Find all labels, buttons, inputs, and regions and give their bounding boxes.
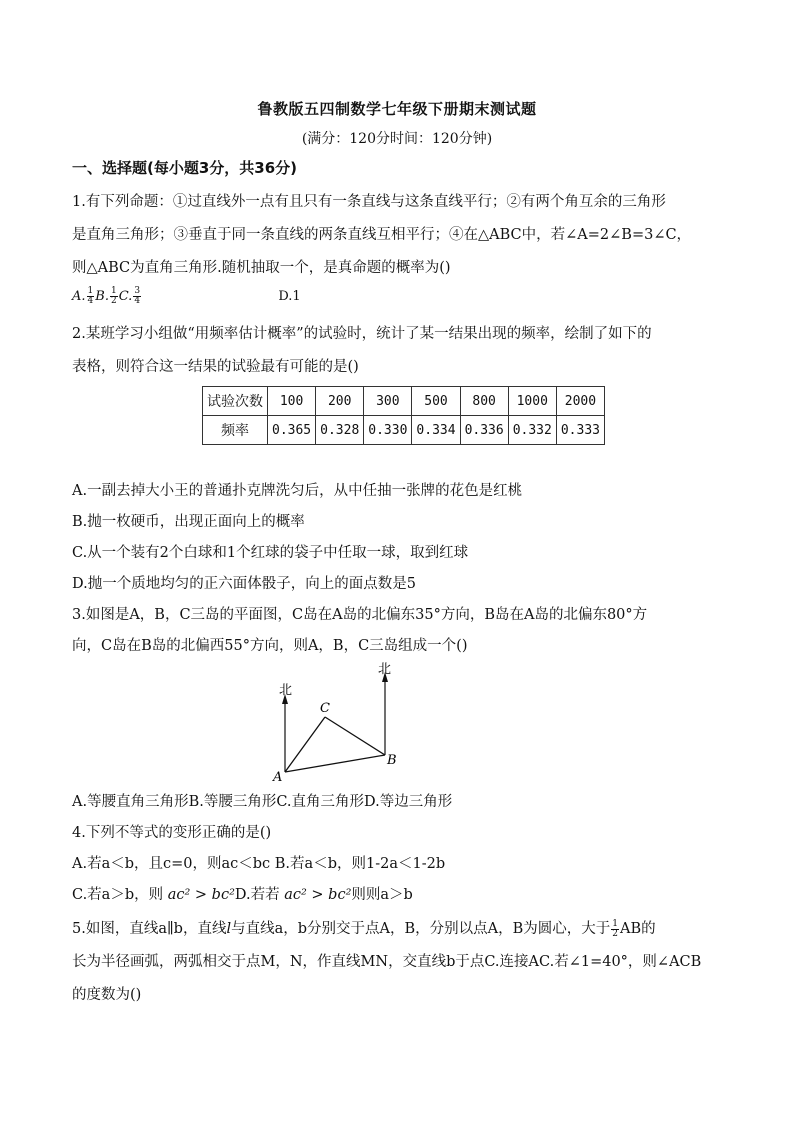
q5-line-3: 的度数为() [72, 987, 142, 1003]
q1-option-a-fraction: $\frac{1}{4}$ [87, 286, 94, 306]
island-diagram [265, 660, 415, 785]
q5-text-part-1: 5.如图，直线a∥b，直线 [72, 921, 227, 937]
point-label-c: C [320, 701, 330, 716]
table-cell: 0.333 [556, 416, 604, 445]
table-cell: 200 [316, 387, 364, 416]
point-label-b: B [387, 753, 397, 768]
q1-option-c-fraction: $\frac{3}{4}$ [134, 286, 141, 306]
q1-option-a-label: A. [72, 289, 86, 304]
table-header-frequency: 频率 [203, 416, 268, 445]
q5-text-part-2: 与直线a，b分别交于点A，B，分别以点A，B为圆心，大于 [231, 921, 611, 937]
table-cell: 0.336 [460, 416, 508, 445]
q3-line-1: 3.如图是A，B，C三岛的平面图，C岛在A岛的北偏东35°方向，B岛在A岛的北偏东80°方 [72, 607, 648, 623]
q4-option-d-suffix: 则则a＞b [351, 887, 413, 903]
q2-option-a: A.一副去掉大小王的普通扑克牌洗匀后，从中任抽一张牌的花色是红桃 [72, 483, 523, 499]
q1-option-d: D.1 [278, 289, 301, 304]
page-subtitle: (满分：120分时间：120分钟) [301, 131, 493, 147]
q4-stem: 4.下列不等式的变形正确的是() [72, 825, 272, 841]
table-cell: 0.328 [316, 416, 364, 445]
q3-options: A.等腰直角三角形B.等腰三角形C.直角三角形D.等边三角形 [72, 794, 453, 810]
q4-option-d-prefix: D.若若 [234, 887, 280, 903]
table-cell: 0.332 [508, 416, 556, 445]
q5-line-1 [72, 917, 656, 939]
q5-line-2: 长为半径画弧，两弧相交于点M，N，作直线MN，交直线b于点C.连接AC.若∠1=40°，则∠ACB [72, 954, 702, 970]
q2-option-b: B.抛一枚硬币，出现正面向上的概率 [72, 514, 305, 530]
table-cell: 2000 [556, 387, 604, 416]
frequency-table [202, 386, 605, 445]
q1-line-2: 是直角三角形；③垂直于同一条直线的两条直线互相平行；④在△ABC中，若∠A=2∠B=3∠C， [72, 227, 692, 243]
segment-ab [285, 755, 385, 772]
q5-fraction-half: $\frac{1}{2}$ [612, 918, 619, 939]
table-cell: 300 [364, 387, 412, 416]
q1-line-3: 则△ABC为直角三角形.随机抽取一个，是真命题的概率为() [72, 260, 451, 276]
q5-line-l: l [226, 921, 232, 937]
q1-option-c-label: C. [118, 289, 133, 304]
q2-option-d: D.抛一个质地均匀的正六面体骰子，向上的面点数是5 [72, 576, 416, 592]
table-header-trials: 试验次数 [203, 387, 268, 416]
section-heading: 一、选择题(每小题3分，共36分) [72, 159, 298, 177]
table-cell: 0.334 [412, 416, 460, 445]
table-row-trials [203, 387, 605, 416]
segment-ac [285, 717, 325, 772]
table-cell: 1000 [508, 387, 556, 416]
q4-option-c-expr: ac² > bc² [167, 887, 235, 903]
q1-options [72, 287, 301, 306]
q1-option-b-fraction: $\frac{1}{2}$ [110, 286, 117, 306]
q2-line-1: 2.某班学习小组做“用频率估计概率”的试验时，统计了某一结果出现的频率，绘制了如下的 [72, 326, 652, 342]
point-label-a: A [273, 770, 283, 785]
q4-option-d-expr: ac² > bc² [284, 887, 352, 903]
table-cell: 0.365 [268, 416, 316, 445]
q4-option-c-prefix: C.若a＞b，则 [72, 887, 164, 903]
north-label-right: 北 [378, 662, 392, 677]
segment-cb [325, 717, 385, 755]
q2-option-c: C.从一个装有2个白球和1个红球的袋子中任取一球，取到红球 [72, 545, 469, 561]
table-cell: 800 [460, 387, 508, 416]
q5-text-part-3: AB的 [620, 921, 656, 937]
page-title: 鲁教版五四制数学七年级下册期末测试题 [257, 100, 537, 118]
table-cell: 100 [268, 387, 316, 416]
table-cell: 500 [412, 387, 460, 416]
q4-options-ab: A.若a＜b，且c=0，则ac＜bc B.若a＜b，则1-2a＜1-2b [72, 856, 446, 872]
q2-line-2: 表格，则符合这一结果的试验最有可能的是() [72, 359, 359, 375]
table-row-frequency [203, 416, 605, 445]
q4-options-cd [72, 883, 413, 904]
table-cell: 0.330 [364, 416, 412, 445]
q1-line-1: 1.有下列命题：①过直线外一点有且只有一条直线与这条直线平行；②有两个角互余的三角形 [72, 194, 666, 210]
north-label-left: 北 [279, 683, 293, 698]
q3-line-2: 向，C岛在B岛的北偏西55°方向，则A，B，C三岛组成一个() [72, 638, 468, 654]
q1-option-b-label: B. [95, 289, 109, 304]
